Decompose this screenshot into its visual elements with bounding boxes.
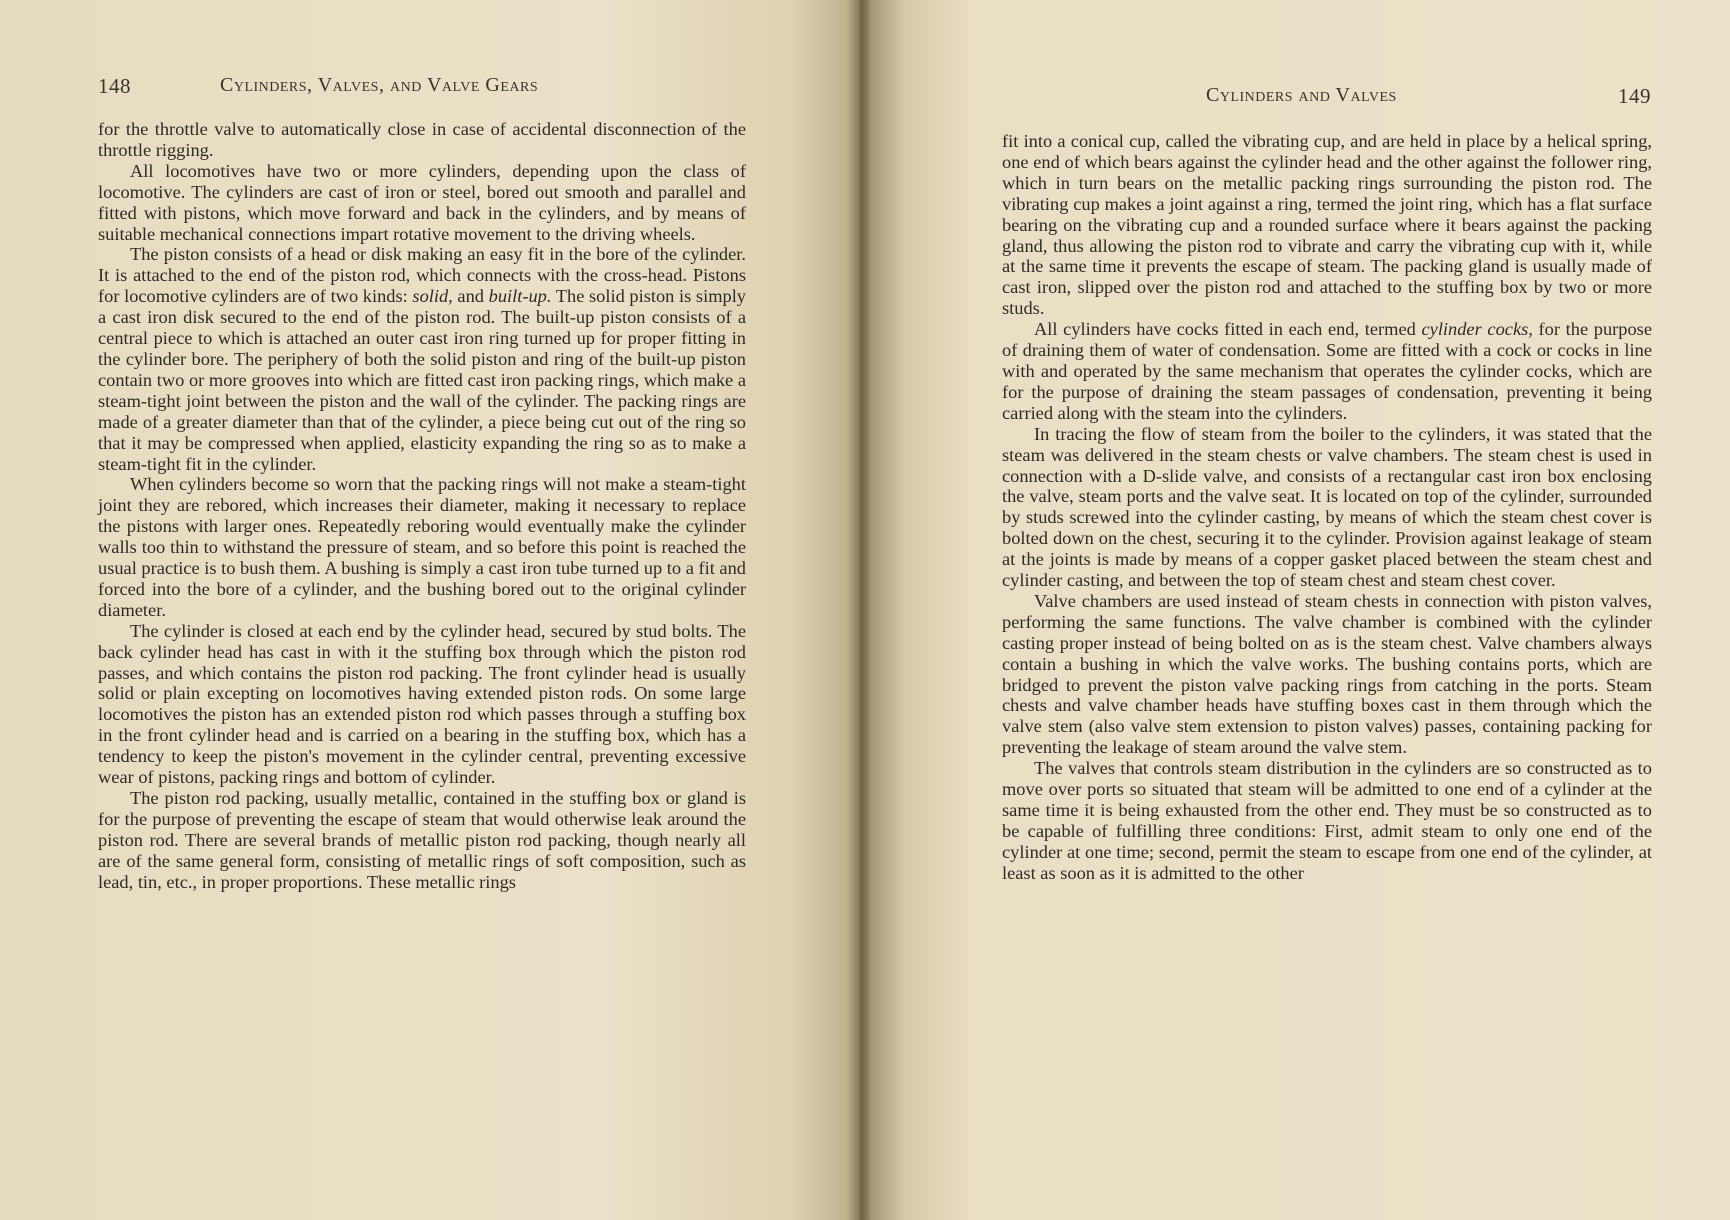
italic-term: built-up. [488, 286, 552, 307]
right-body-text [1002, 131, 1652, 884]
left-body-text [98, 119, 746, 893]
right-running-head: Cylinders and Valves [1206, 84, 1397, 106]
left-page-number: 148 [98, 74, 131, 98]
left-running-head: Cylinders, Valves, and Valve Gears [220, 74, 539, 96]
paragraph: The valves that controls steam distribution in the cylinders are so constructed as to move over ports so situated that steam will be admitted to one end of a cylinder at the same time it is being exhausted from the other end. They must be so constructed as to be capable of fulfilling three conditions: First, admit steam to only one end of the cylinder at one time; second, permit the steam to escape from one end of the cylinder, at least as soon as it is admitted to the other [1002, 758, 1652, 883]
paragraph: When cylinders become so worn that the packing rings will not make a steam-tight joint they are rebored, which increases their diameter, making it necessary to replace the pistons with larger ones. Repeatedly reboring would eventually make the cylinder walls too thin to withstand the pressure of steam, and so before this point is reached the usual practice is to bush them. A bushing is simply a cast iron tube turned up to a fit and forced into the bore of a cylinder, and the bushing bored out to the original cylinder diameter. [98, 474, 746, 620]
italic-term: cylinder cocks, [1421, 319, 1533, 340]
paragraph: for the throttle valve to automatically close in case of accidental disconnection of the throttle rigging. [98, 119, 746, 160]
paragraph: The piston consists of a head or disk making an easy fit in the bore of the cylinder. It is attached to the end of the piston rod, which connects with the cross-head. Pistons for locomotive cylinders are of two kinds: solid, and built-up. The solid piston is simply a cast iron disk secured to the end of the piston rod. The built-up piston consists of a central piece to which is attached an outer cast iron ring turned up for proper fitting in the cylinder bore. The periphery of both the solid piston and ring of the built-up piston contain two or more grooves into which are fitted cast iron packing rings, which make a steam-tight joint between the piston and the wall of the cylinder. The packing rings are made of a greater diameter than that of the cylinder, a piece being cut out of the ring so that it may be compressed when applied, elasticity expanding the ring so as to make a steam-tight fit in the cylinder. [98, 244, 746, 474]
left-page [0, 0, 862, 1220]
paragraph: Valve chambers are used instead of steam chests in connection with piston valves, performing the same functions. The valve chamber is combined with the cylinder casting proper instead of being bolted on as is the steam chest. Valve chambers always contain a bushing in which the valve works. The bushing contains ports, which are bridged to prevent the piston valve packing rings from catching in the ports. Steam chests and valve chamber heads have stuffing boxes cast in them through which the valve stem (also valve stem extension to piston valves) passes, containing packing for preventing the leakage of steam around the valve stem. [1002, 590, 1652, 758]
right-page-number: 149 [1618, 84, 1651, 108]
italic-term: solid, [412, 286, 453, 307]
paragraph: All cylinders have cocks fitted in each end, termed cylinder cocks, for the purpose of draining them of water of condensation. Some are fitted with a cock or cocks in line with and operated by the same mechanism that operates the cylinder cocks, which are for the purpose of draining the steam passages of condensation, preventing it being carried along with the steam into the cylinders. [1002, 319, 1652, 423]
right-page [870, 0, 1730, 1220]
paragraph: The piston rod packing, usually metallic, contained in the stuffing box or gland is for the purpose of preventing the escape of steam that would otherwise leak around the piston rod. There are several brands of metallic piston rod packing, though nearly all are of the same general form, consisting of metallic rings of soft composition, such as lead, tin, etc., in proper proportions. These metallic rings [98, 788, 746, 892]
paragraph: All locomotives have two or more cylinders, depending upon the class of locomotive. The cylinders are cast of iron or steel, bored out smooth and parallel and fitted with pistons, which move forward and back in the cylinders, and by means of suitable mechanical connections impart rotative movement to the driving wheels. [98, 160, 746, 244]
paragraph: fit into a conical cup, called the vibrating cup, and are held in place by a helical spring, one end of which bears against the cylinder head and the other against the follower ring, which in turn bears on the metallic packing rings surrounding the piston rod. The vibrating cup makes a joint against a ring, termed the joint ring, which has a flat surface bearing on the vibrating cup and a rounded surface where it bears against the packing gland, thus allowing the piston rod to vibrate and carry the vibrating cup with it, while at the same time it prevents the escape of steam. The packing gland is usually made of cast iron, slipped over the piston rod and attached to the stuffing box by two or more studs. [1002, 131, 1652, 319]
paragraph: In tracing the flow of steam from the boiler to the cylinders, it was stated that the steam was delivered in the steam chests or valve chambers. The steam chest is used in connection with a D-slide valve, and consists of a rectangular cast iron box enclosing the valve, steam ports and the valve seat. It is located on top of the cylinder, surrounded by studs screwed into the cylinder casting, by means of which the steam chest cover is bolted down on the chest, securing it to the cylinder. Provision against leakage of steam at the joints is made by means of a copper gasket placed between the steam chest and cylinder casting, and between the top of steam chest and steam chest cover. [1002, 423, 1652, 591]
paragraph: The cylinder is closed at each end by the cylinder head, secured by stud bolts. The back cylinder head has cast in with it the stuffing box through which the piston rod passes, and which contains the piston rod packing. The front cylinder head is usually solid or plain excepting on locomotives having extended piston rods. On some large locomotives the piston has an extended piston rod which passes through a stuffing box in the front cylinder head and is carried on a bearing in the stuffing box, which has a tendency to keep the piston's movement in the cylinder central, preventing excessive wear of pistons, packing rings and bottom of cylinder. [98, 620, 746, 788]
